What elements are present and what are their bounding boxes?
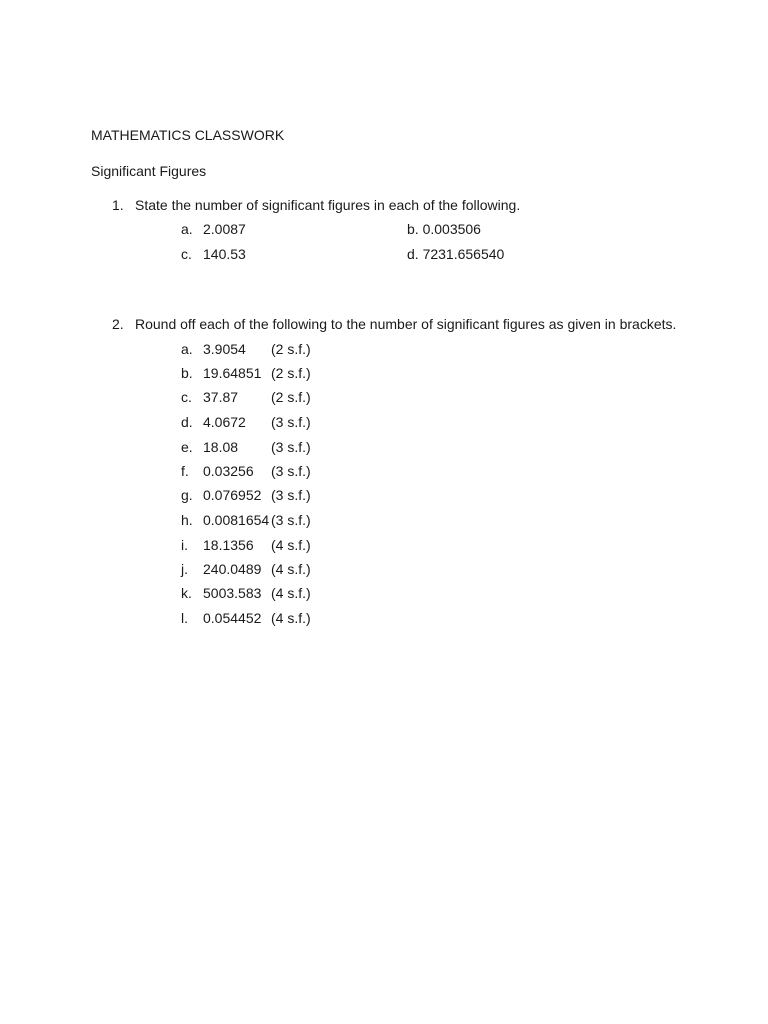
item-bracket: (2 s.f.)	[271, 341, 311, 357]
item-value: 18.08	[203, 439, 239, 455]
item-letter: a.	[181, 221, 193, 237]
item-bracket: (3 s.f.)	[271, 512, 311, 528]
item-letter: a.	[181, 341, 193, 357]
question-text: Round off each of the following to the number of significant figures as given in brackets.	[135, 316, 677, 332]
item-value: 240.0489	[203, 561, 262, 577]
item-value: 37.87	[203, 389, 239, 405]
item-bracket: (4 s.f.)	[271, 537, 311, 553]
item-letter: j.	[181, 561, 188, 577]
item-value: 4.0672	[203, 414, 246, 430]
item-bracket: (2 s.f.)	[271, 389, 311, 405]
item-value: 5003.583	[203, 585, 262, 601]
item-bracket: (3 s.f.)	[271, 463, 311, 479]
item-letter: i.	[181, 537, 188, 553]
page-subtitle: Significant Figures	[91, 163, 207, 179]
question-text: State the number of significant figures in each of the following.	[135, 197, 521, 213]
item-bracket: (3 s.f.)	[271, 414, 311, 430]
item-value: 140.53	[203, 246, 246, 262]
item-letter: k.	[181, 585, 192, 601]
item-value: 19.64851	[203, 365, 262, 381]
item-bracket: (2 s.f.)	[271, 365, 311, 381]
item-bracket: (3 s.f.)	[271, 487, 311, 503]
item-letter: b.	[181, 365, 193, 381]
item-value: 0.054452	[203, 610, 262, 626]
item-value: 18.1356	[203, 537, 254, 553]
item-letter: e.	[181, 439, 193, 455]
item-bracket: (3 s.f.)	[271, 439, 311, 455]
page-title: MATHEMATICS CLASSWORK	[91, 127, 285, 143]
question-number: 1.	[112, 197, 124, 213]
item-letter: c.	[181, 389, 192, 405]
item-letter: c.	[181, 246, 192, 262]
list-item: b. 0.003506	[407, 221, 481, 237]
item-value: 0.0081654	[203, 512, 270, 528]
item-letter: h.	[181, 512, 193, 528]
question-number: 2.	[112, 316, 124, 332]
item-bracket: (4 s.f.)	[271, 585, 311, 601]
item-bracket: (4 s.f.)	[271, 561, 311, 577]
item-bracket: (4 s.f.)	[271, 610, 311, 626]
item-letter: f.	[181, 463, 189, 479]
item-value: 0.03256	[203, 463, 254, 479]
item-letter: l.	[181, 610, 188, 626]
list-item: d. 7231.656540	[407, 246, 505, 262]
item-value: 3.9054	[203, 341, 246, 357]
item-value: 0.076952	[203, 487, 262, 503]
item-letter: g.	[181, 487, 193, 503]
item-letter: d.	[181, 414, 193, 430]
item-value: 2.0087	[203, 221, 246, 237]
